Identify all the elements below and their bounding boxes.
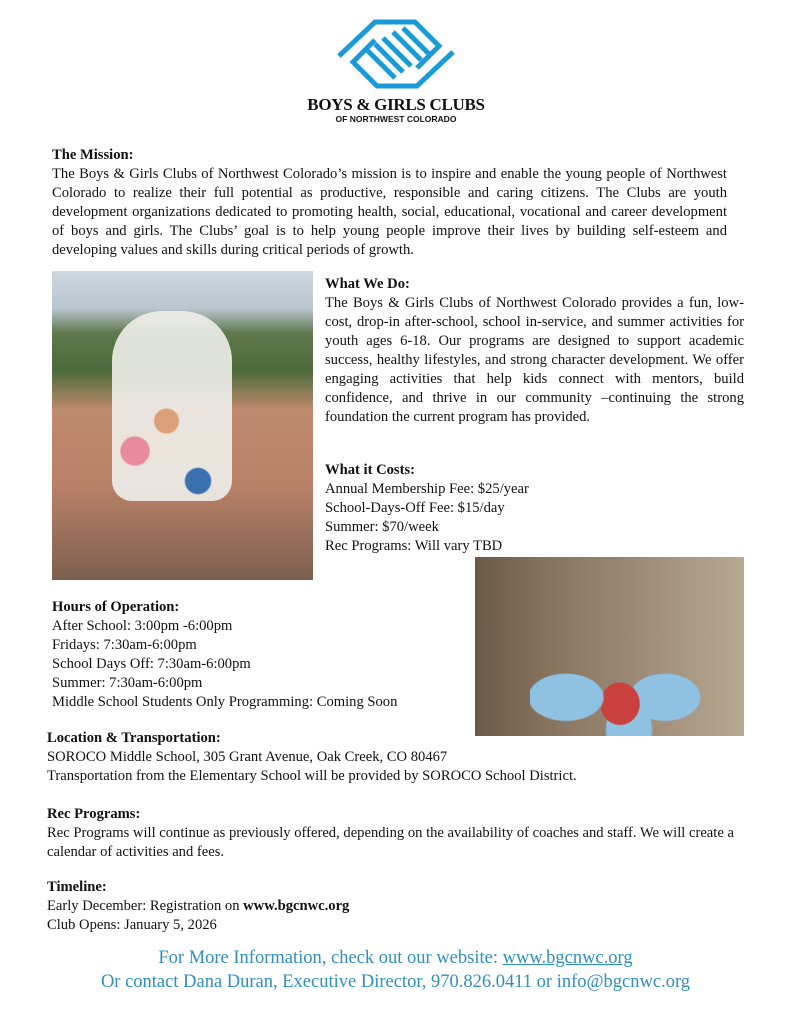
timeline-text: Early December: Registration on bbox=[47, 898, 244, 914]
hours-item: School Days Off: 7:30am-6:00pm bbox=[52, 656, 251, 672]
footer-text: For More Information, check out our website: bbox=[158, 948, 503, 968]
logo-subtitle: OF NORTHWEST COLORADO bbox=[335, 114, 457, 124]
hours-item: Middle School Students Only Programming: Coming Soon bbox=[52, 694, 398, 710]
footer-contact: Or contact Dana Duran, Executive Director, 970.826.0411 or info@bgcnwc.org bbox=[100, 972, 691, 992]
hours-section bbox=[52, 598, 462, 712]
cost-item: Summer: $70/week bbox=[325, 519, 439, 535]
cost-item: School-Days-Off Fee: $15/day bbox=[325, 500, 505, 516]
costs-heading: What it Costs: bbox=[325, 462, 415, 478]
location-item: Transportation from the Elementary School will be provided by SOROCO School District. bbox=[47, 768, 577, 784]
kids-polar-bear-photo bbox=[52, 271, 313, 580]
what-we-do-section bbox=[325, 275, 744, 427]
timeline-heading: Timeline: bbox=[47, 879, 107, 895]
mission-body: The Boys & Girls Clubs of Northwest Colorado’s mission is to inspire and enable the young people of Northwest Colorado to realize their full potential as productive, responsible and caring citizens. The Clubs are youth development organizations dedicated to promoting health, social, educational, vocational and career development of boys and girls. The Clubs’ goal is to help young people improve their lives by building self-esteem and developing values and skills during critical periods of growth. bbox=[52, 166, 727, 258]
mission-heading: The Mission: bbox=[52, 147, 134, 163]
location-item: SOROCO Middle School, 305 Grant Avenue, Oak Creek, CO 80467 bbox=[47, 749, 448, 765]
kids-group-photo bbox=[475, 557, 744, 736]
rec-heading: Rec Programs: bbox=[47, 806, 141, 822]
what-we-do-body: The Boys & Girls Clubs of Northwest Colorado provides a fun, low-cost, drop-in after-school, school in-service, and summer activities for youth ages 6-18. Our programs are designed to support academic success, healthy lifestyles, and strong character development. We offer engaging activities that help kids connect with mentors, build confidence, and thrive in our community –continuing the strong foundation the current program has provided. bbox=[325, 295, 744, 425]
handshake-logo-icon bbox=[331, 18, 461, 90]
timeline-line-2: Club Opens: January 5, 2026 bbox=[47, 917, 217, 933]
footer-line-1 bbox=[0, 946, 791, 970]
cost-item: Annual Membership Fee: $25/year bbox=[325, 481, 529, 497]
mission-section bbox=[52, 146, 727, 260]
costs-section bbox=[325, 461, 744, 556]
rec-body: Rec Programs will continue as previously offered, depending on the availability of coaches and staff. We will create a calendar of activities and fees. bbox=[47, 825, 734, 860]
logo bbox=[290, 18, 502, 130]
hours-item: After School: 3:00pm -6:00pm bbox=[52, 618, 233, 634]
logo-title: BOYS & GIRLS CLUBS bbox=[307, 95, 485, 114]
cost-item: Rec Programs: Will vary TBD bbox=[325, 538, 503, 554]
hours-heading: Hours of Operation: bbox=[52, 599, 180, 615]
location-heading: Location & Transportation: bbox=[47, 730, 221, 746]
hours-item: Fridays: 7:30am-6:00pm bbox=[52, 637, 197, 653]
footer bbox=[0, 946, 791, 994]
hours-item: Summer: 7:30am-6:00pm bbox=[52, 675, 203, 691]
what-we-do-heading: What We Do: bbox=[325, 276, 410, 292]
footer-website-link[interactable]: www.bgcnwc.org bbox=[502, 948, 633, 968]
rec-programs-section bbox=[47, 805, 737, 862]
timeline-line-1 bbox=[47, 897, 737, 916]
timeline-section bbox=[47, 878, 737, 935]
website-link[interactable]: www.bgcnwc.org bbox=[243, 898, 350, 914]
location-section bbox=[47, 729, 747, 786]
